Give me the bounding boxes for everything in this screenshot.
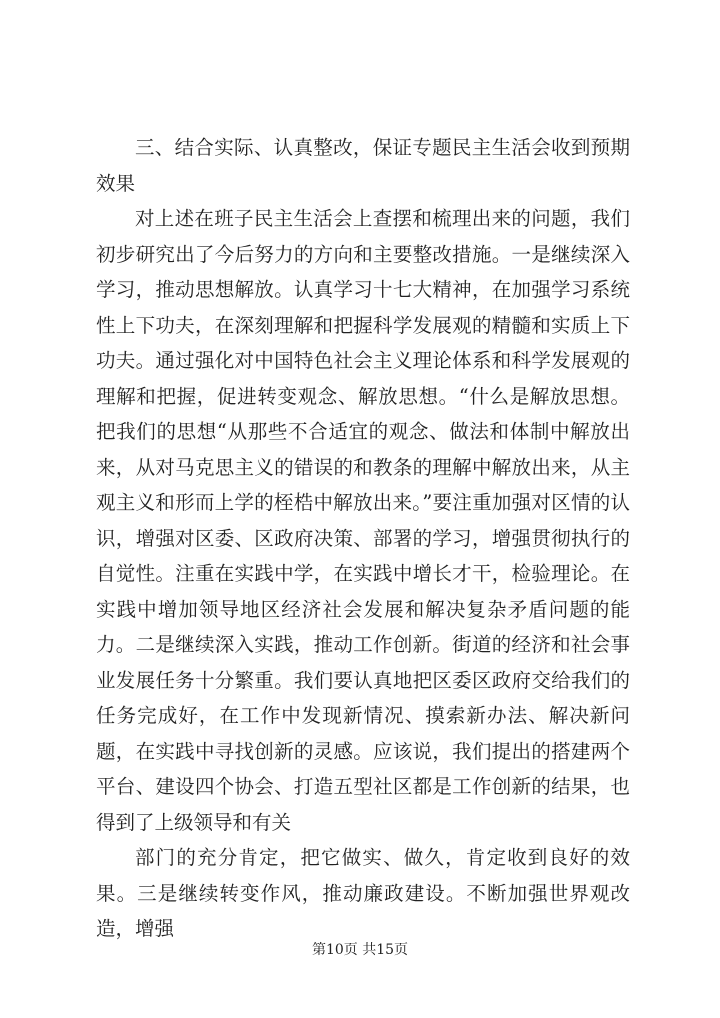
- body-paragraph-1: 对上述在班子民主生活会上查摆和梳理出来的问题，我们初步研究出了今后努力的方向和主要整改措施。一是继续深入学习，推动思想解放。认真学习十七大精神，在加强学习系统性上下功夫，在深刻理解和把握科学发展观的精髓和实质上下功夫。通过强化对中国特色社会主义理论体系和科学发展观的理解和把握，促进转变观念、解放思想。“什么是解放思想。把我们的思想“从那些不合适宜的观念、做法和体制中解放出来，从对马克思主义的错误的和教条的理解中解放出来，从主观主义和形而上学的桎梏中解放出来。”要注重加强对区情的认识，增强对区委、区政府决策、部署的学习，增强贯彻执行的自觉性。注重在实践中学，在实践中增长才干，检验理论。在实践中增加领导地区经济社会发展和解决复杂矛盾问题的能力。二是继续深入实践，推动工作创新。街道的经济和社会事业发展任务十分繁重。我们要认真地把区委区政府交给我们的任务完成好，在工作中发现新情况、摸索新办法、解决新问题，在实践中寻找创新的灵感。应该说，我们提出的搭建两个平台、建设四个协会、打造五型社区都是工作创新的结果，也得到了上级领导和有关: [96, 207, 630, 834]
- body-paragraph-2: 部门的充分肯定，把它做实、做久，肯定收到良好的效果。三是继续转变作风，推动廉政建设。不断加强世界观改造，增强: [96, 846, 630, 940]
- document-body: [96, 130, 630, 947]
- section-heading: 三、结合实际、认真整改，保证专题民主生活会收到预期效果: [96, 136, 630, 195]
- page-number-footer: 第10页 共15页: [311, 942, 409, 958]
